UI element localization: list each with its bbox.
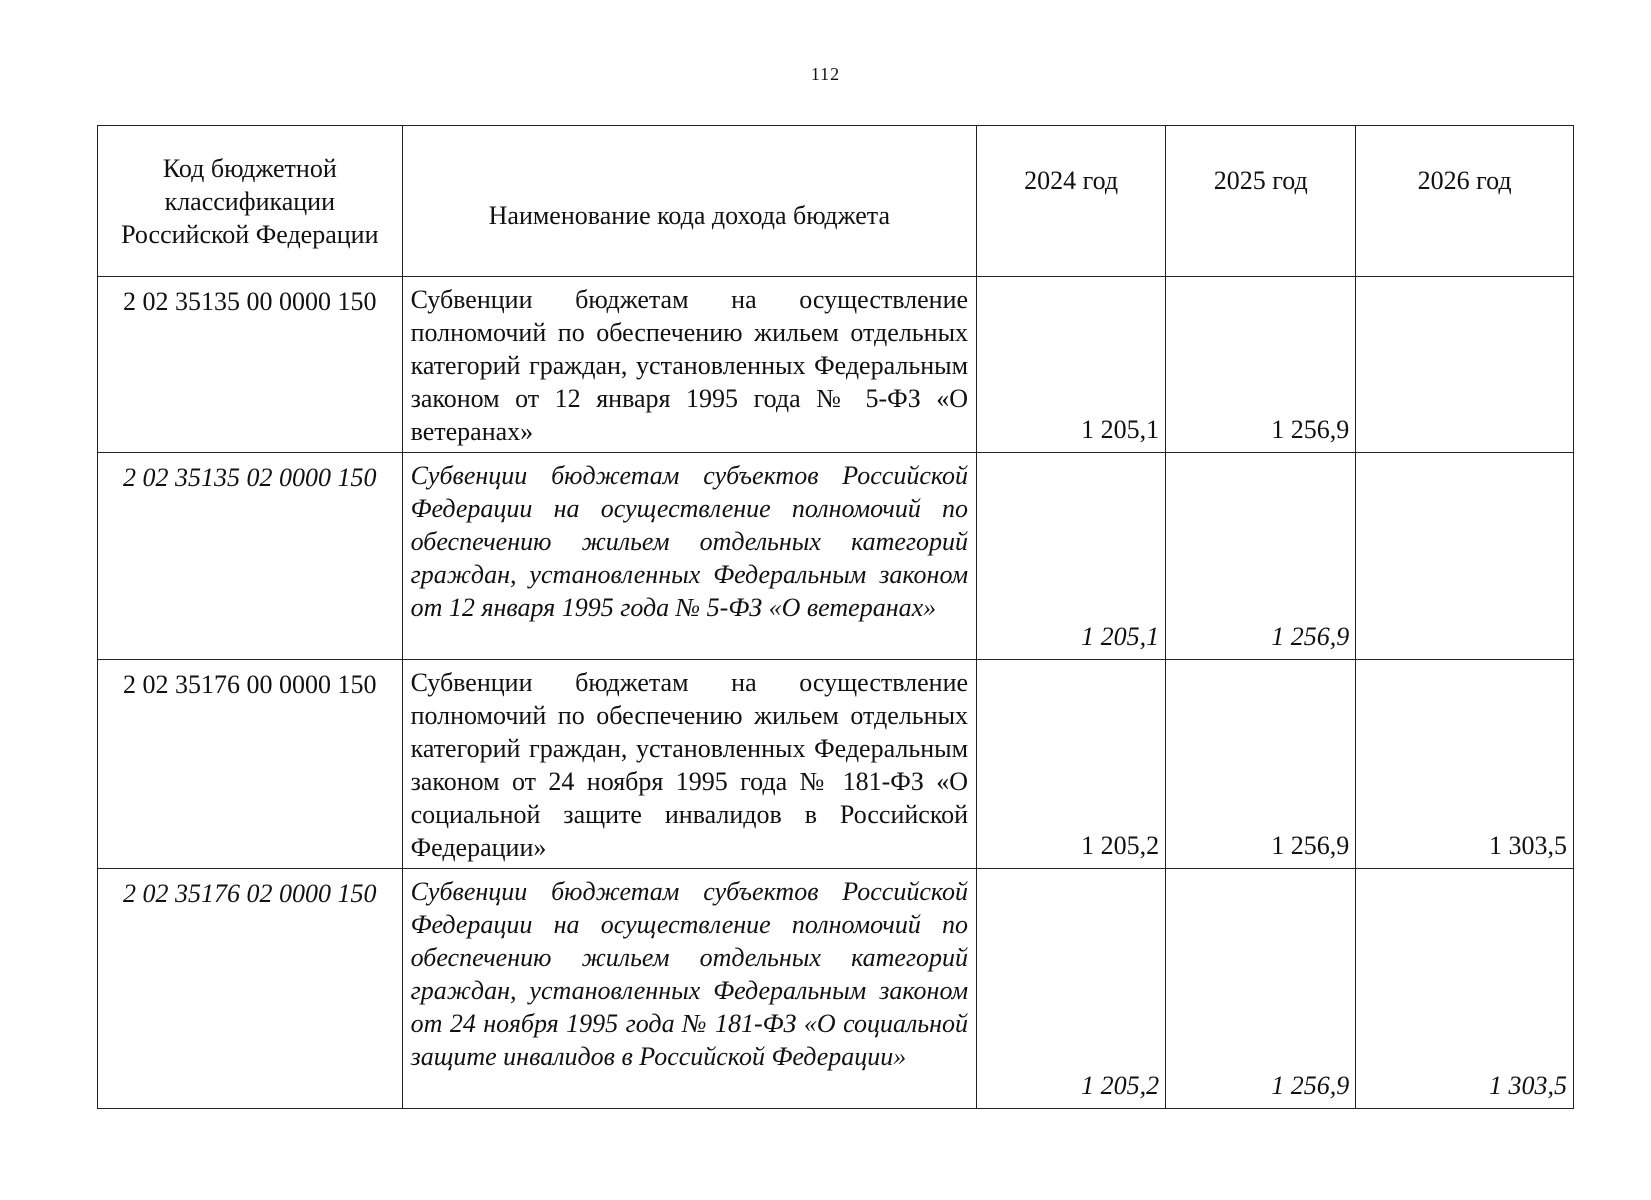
row-code: 2 02 35135 00 0000 150 [98, 277, 403, 453]
row-code: 2 02 35135 02 0000 150 [98, 453, 403, 660]
row-code: 2 02 35176 02 0000 150 [98, 869, 403, 1109]
row-name: Субвенции бюджетам субъектов Российской Федерации на осуществление полномочий по обеспечению жильем отдельных категорий граждан, установленных Федеральным законом от 24 ноября 1995 года № 181-ФЗ «О социальной защите инвалидов в Российской Федерации» [402, 869, 976, 1109]
header-2024: 2024 год [977, 126, 1166, 277]
row-value-2026 [1356, 453, 1574, 660]
row-value-2024: 1 205,1 [977, 277, 1166, 453]
row-value-2024: 1 205,2 [977, 869, 1166, 1109]
header-name: Наименование кода дохода бюджета [402, 126, 976, 277]
row-value-2025: 1 256,9 [1166, 869, 1356, 1109]
row-name: Субвенции бюджетам субъектов Российской Федерации на осуществление полномочий по обеспечению жильем отдельных категорий граждан, установленных Федеральным законом от 12 января 1995 года № 5-ФЗ «О ветеранах» [402, 453, 976, 660]
budget-revenue-table [97, 125, 1574, 1109]
row-value-2026: 1 303,5 [1356, 869, 1574, 1109]
row-value-2025: 1 256,9 [1166, 277, 1356, 453]
row-name: Субвенции бюджетам на осуществление полномочий по обеспечению жильем отдельных категорий граждан, установленных Федеральным законом от 12 января 1995 года № 5-ФЗ «О ветеранах» [402, 277, 976, 453]
row-value-2025: 1 256,9 [1166, 660, 1356, 869]
row-value-2026 [1356, 277, 1574, 453]
row-value-2024: 1 205,1 [977, 453, 1166, 660]
row-value-2024: 1 205,2 [977, 660, 1166, 869]
header-code: Код бюджетной классификации Российской Федерации [98, 126, 403, 277]
table-header-row [98, 126, 1574, 277]
table-row [98, 660, 1574, 869]
header-2025: 2025 год [1166, 126, 1356, 277]
table-row [98, 277, 1574, 453]
row-value-2026: 1 303,5 [1356, 660, 1574, 869]
page-number: 112 [810, 64, 841, 84]
header-2026: 2026 год [1356, 126, 1574, 277]
row-name: Субвенции бюджетам на осуществление полномочий по обеспечению жильем отдельных категорий граждан, установленных Федеральным законом от 24 ноября 1995 года № 181-ФЗ «О социальной защите инвалидов в Российской Федерации» [402, 660, 976, 869]
table-row [98, 869, 1574, 1109]
row-value-2025: 1 256,9 [1166, 453, 1356, 660]
row-code: 2 02 35176 00 0000 150 [98, 660, 403, 869]
table-row [98, 453, 1574, 660]
